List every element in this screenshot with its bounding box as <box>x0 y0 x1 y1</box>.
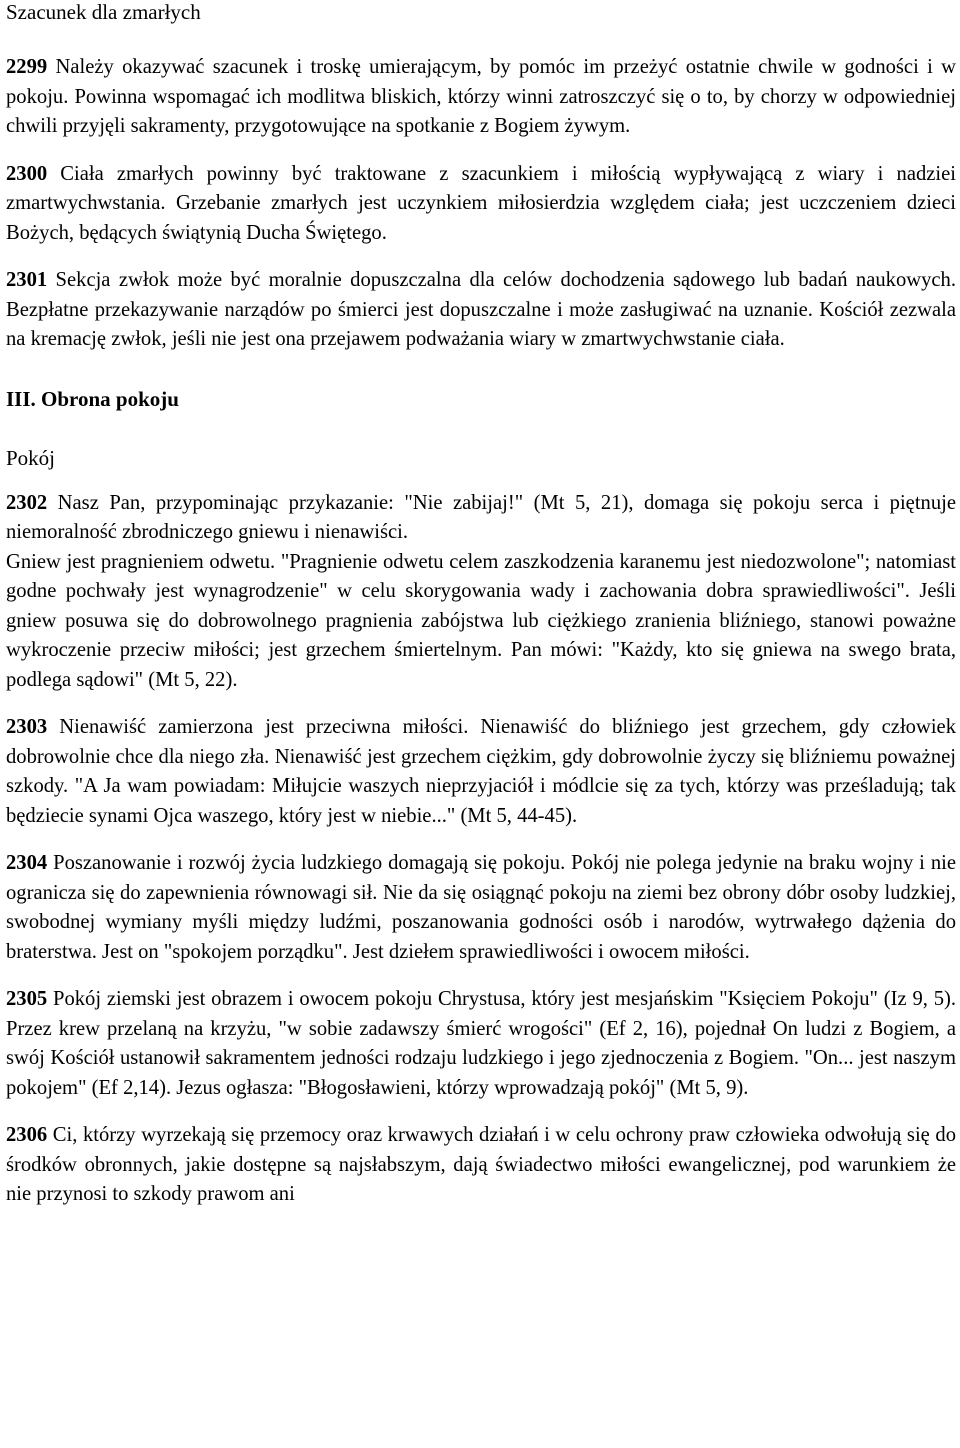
paragraph-2306 <box>6 1121 956 1210</box>
paragraph-text: Nienawiść zamierzona jest przeciwna miłości. Nienawiść do bliźniego jest grzechem, gdy człowiek dobrowolnie chce dla niego zła. Nienawiść jest grzechem ciężkim, gdy dobrowolnie życzy się bliźniemu poważnej szkody. "A Ja wam powiadam: Miłujcie waszych nieprzyjaciół i módlcie się za tych, którzy was prześladują; tak będziecie synami Ojca waszego, który jest w niebie..." (Mt 5, 44-45). <box>6 716 956 827</box>
paragraph-text: Należy okazywać szacunek i troskę umierającym, by pomóc im przeżyć ostatnie chwile w godności i w pokoju. Powinna wspomagać ich modlitwa bliskich, którzy winni zatroszczyć się o to, by chorzy w odpowiedniej chwili przyjęli sakramenty, przygotowujące na spotkanie z Bogiem żywym. <box>6 56 956 137</box>
paragraph-2301 <box>6 266 956 355</box>
paragraph-number: 2305 <box>6 988 48 1010</box>
paragraph-2305 <box>6 985 956 1103</box>
paragraph-number: 2301 <box>6 269 48 291</box>
paragraph-2304 <box>6 849 956 967</box>
paragraph-text: Pokój ziemski jest obrazem i owocem pokoju Chrystusa, który jest mesjańskim "Księciem Pokoju" (Iz 9, 5). Przez krew przelaną na krzyżu, "w sobie zadawszy śmierć wrogości" (Ef 2, 16), pojednał On ludzi z Bogiem, a swój Kościół ustanowił sakramentem jedności rodzaju ludzkiego i jego zjednoczenia z Bogiem. "On... jest naszym pokojem" (Ef 2,14). Jezus ogłasza: "Błogosławieni, którzy wprowadzają pokój" (Mt 5, 9). <box>6 988 956 1099</box>
subsection-title: Pokój <box>6 445 56 470</box>
paragraph-number: 2306 <box>6 1124 48 1146</box>
paragraph-number: 2299 <box>6 56 48 78</box>
paragraph-2302 <box>6 489 956 548</box>
paragraph-text: Nasz Pan, przypominając przykazanie: "Nie zabijaj!" (Mt 5, 21), domaga się pokoju serca i piętnuje niemoralność zbrodniczego gniewu i nienawiści. <box>6 491 956 543</box>
section-title: III. Obrona pokoju <box>6 386 179 411</box>
paragraph-2299 <box>6 53 956 142</box>
paragraph-2302-continued: Gniew jest pragnieniem odwetu. "Pragnienie odwetu celem zaszkodzenia karanemu jest niedozwolone"; natomiast godne pochwały jest wynagrodzenie" w celu skorygowania wady i zachowania dobra sprawiedliwości". Jeśli gniew posuwa się do dobrowolnego pragnienia zabójstwa lub ciężkiego zranienia bliźniego, stanowi poważne wykroczenie przeciw miłości; jest grzechem śmiertelnym. Pan mówi: "Każdy, kto się gniewa na swego brata, podlega sądowi" (Mt 5, 22). <box>6 550 956 691</box>
paragraph-2303 <box>6 713 956 831</box>
section-header: Szacunek dla zmarłych <box>6 0 201 24</box>
paragraph-number: 2302 <box>6 491 48 514</box>
paragraph-text: Ci, którzy wyrzekają się przemocy oraz krwawych działań i w celu ochrony praw człowieka odwołują się do środków obronnych, jakie dostępne są najsłabszym, dają świadectwo miłości ewangelicznej, pod warunkiem że nie przynosi to szkody prawom ani <box>6 1124 956 1205</box>
paragraph-text: Sekcja zwłok może być moralnie dopuszczalna dla celów dochodzenia sądowego lub badań naukowych. Bezpłatne przekazywanie narządów po śmierci jest dopuszczalne i może zasługiwać na uznanie. Kościół zezwala na kremację zwłok, jeśli nie jest ona przejawem podważania wiary w zmartwychwstanie ciała. <box>6 269 956 350</box>
paragraph-number: 2300 <box>6 162 48 185</box>
paragraph-number: 2304 <box>6 852 48 874</box>
paragraph-text: Ciała zmarłych powinny być traktowane z szacunkiem i miłością wypływającą z wiary i nadziei zmartwychwstania. Grzebanie zmarłych jest uczynkiem miłosierdzia względem ciała; jest uczczeniem dzieci Bożych, będących świątynią Ducha Świętego. <box>6 162 956 244</box>
paragraph-2300 <box>6 160 956 249</box>
paragraph-number: 2303 <box>6 716 48 738</box>
document-page <box>6 0 956 1210</box>
paragraph-text: Poszanowanie i rozwój życia ludzkiego domagają się pokoju. Pokój nie polega jedynie na braku wojny i nie ogranicza się do zapewnienia równowagi sił. Nie da się osiągnąć pokoju na ziemi bez obrony dóbr osoby ludzkiej, swobodnej wymiany myśli między ludźmi, poszanowania godności osób i narodów, wytrwałego dążenia do braterstwa. Jest on "spokojem porządku". Jest dziełem sprawiedliwości i owocem miłości. <box>6 852 956 963</box>
